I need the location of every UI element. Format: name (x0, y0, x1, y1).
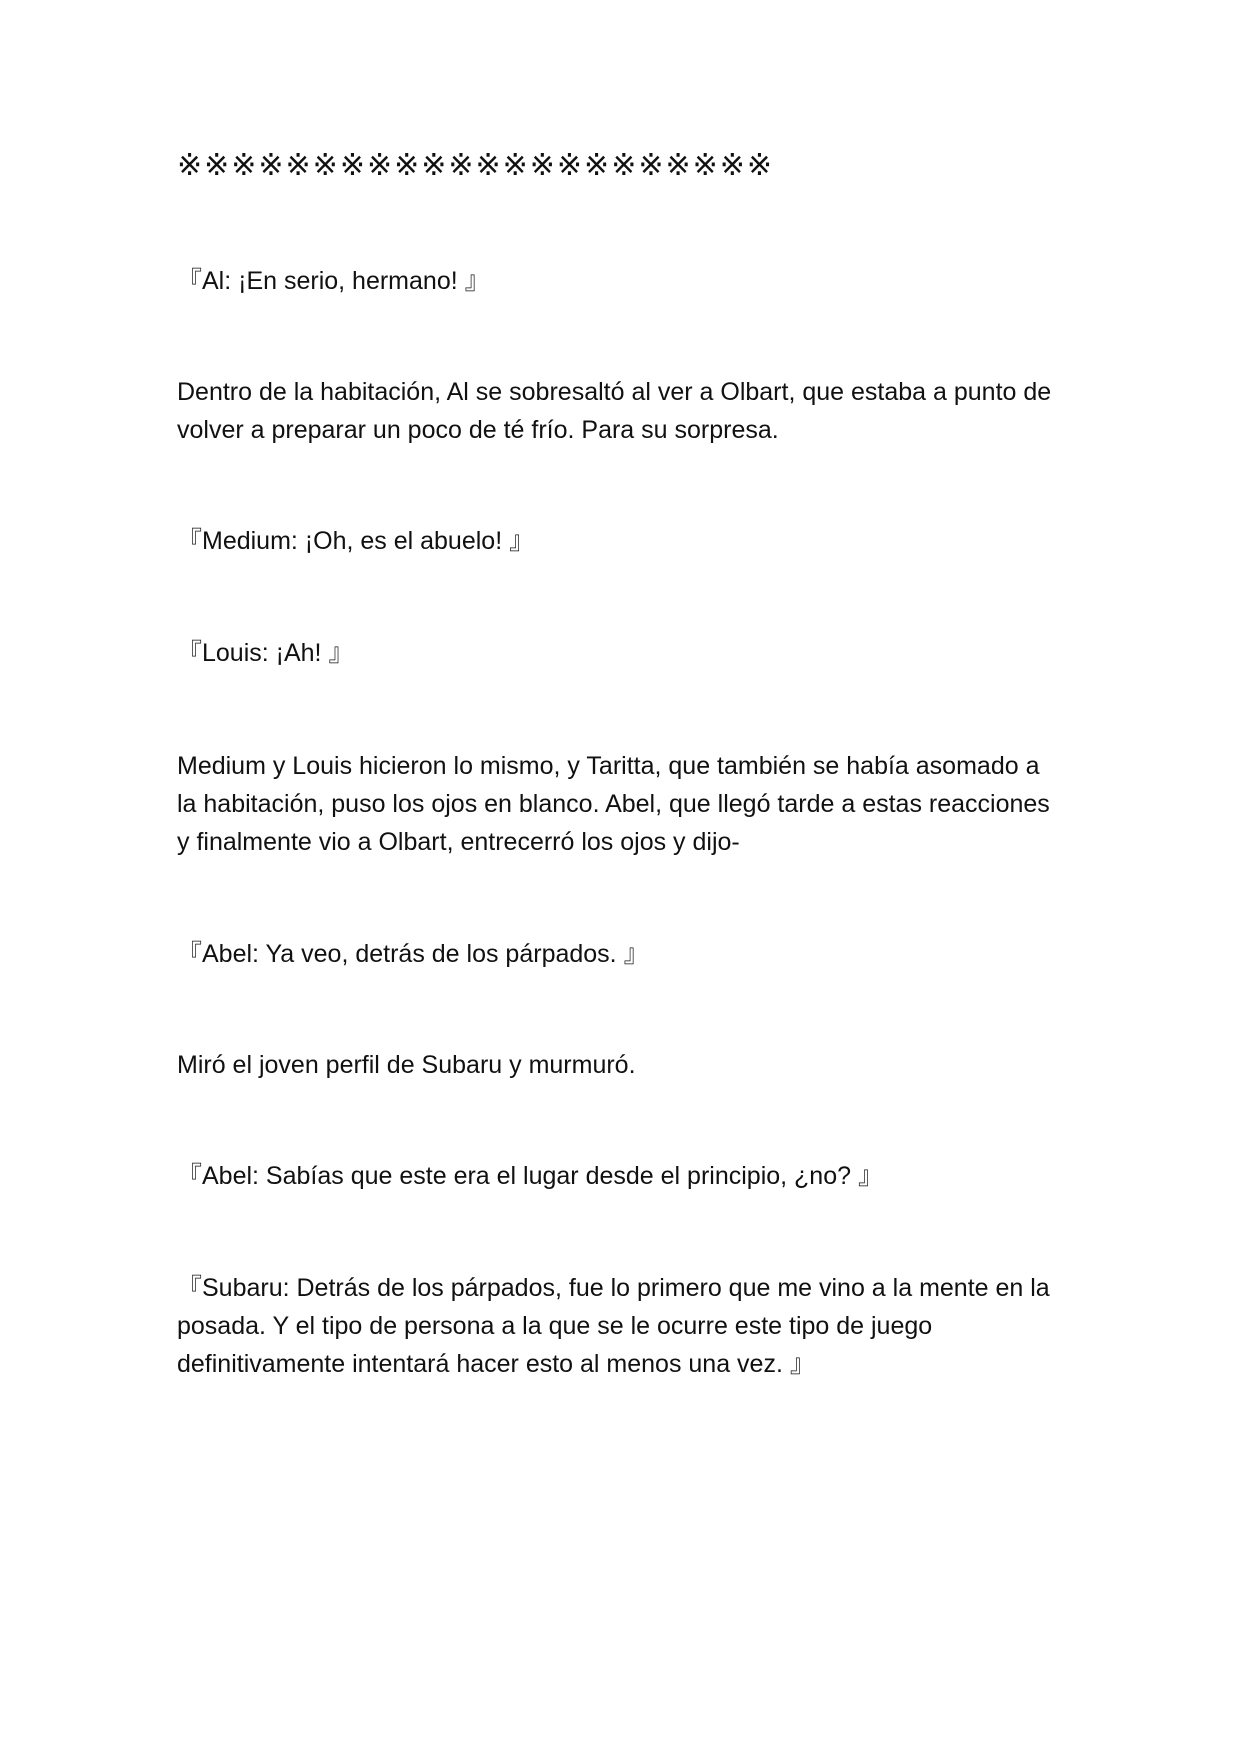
dialogue-subaru: 『Subaru: Detrás de los párpados, fue lo primero que me vino a la mente en la posada. Y el tipo de persona a la que se le ocurre este tipo de juego definitivamente intentará hacer esto al menos una vez. 』 (177, 1274, 1057, 1378)
dialogue-louis: 『Louis: ¡Ah! 』 (177, 639, 354, 667)
narration-paragraph: Miró el joven perfil de Subaru y murmuró. (177, 1051, 636, 1079)
dialogue-abel: 『Abel: Sabías que este era el lugar desde el principio, ¿no? 』 (177, 1162, 883, 1190)
narration-paragraph: Medium y Louis hicieron lo mismo, y Taritta, que también se había asomado a la habitación, puso los ojos en blanco. Abel, que llegó tarde a estas reacciones y finalmente vio a Olbart, entrecerró los ojos y dijo- (177, 752, 1057, 856)
narration-paragraph: Dentro de la habitación, Al se sobresaltó al ver a Olbart, que estaba a punto de volver a preparar un poco de té frío. Para su sorpresa. (177, 378, 1059, 444)
dialogue-al: 『Al: ¡En serio, hermano! 』 (177, 267, 490, 295)
dialogue-medium: 『Medium: ¡Oh, es el abuelo! 』 (177, 527, 535, 555)
dialogue-abel: 『Abel: Ya veo, detrás de los párpados. 』 (177, 940, 649, 968)
section-separator: ※※※※※※※※※※※※※※※※※※※※※※ (177, 148, 775, 183)
